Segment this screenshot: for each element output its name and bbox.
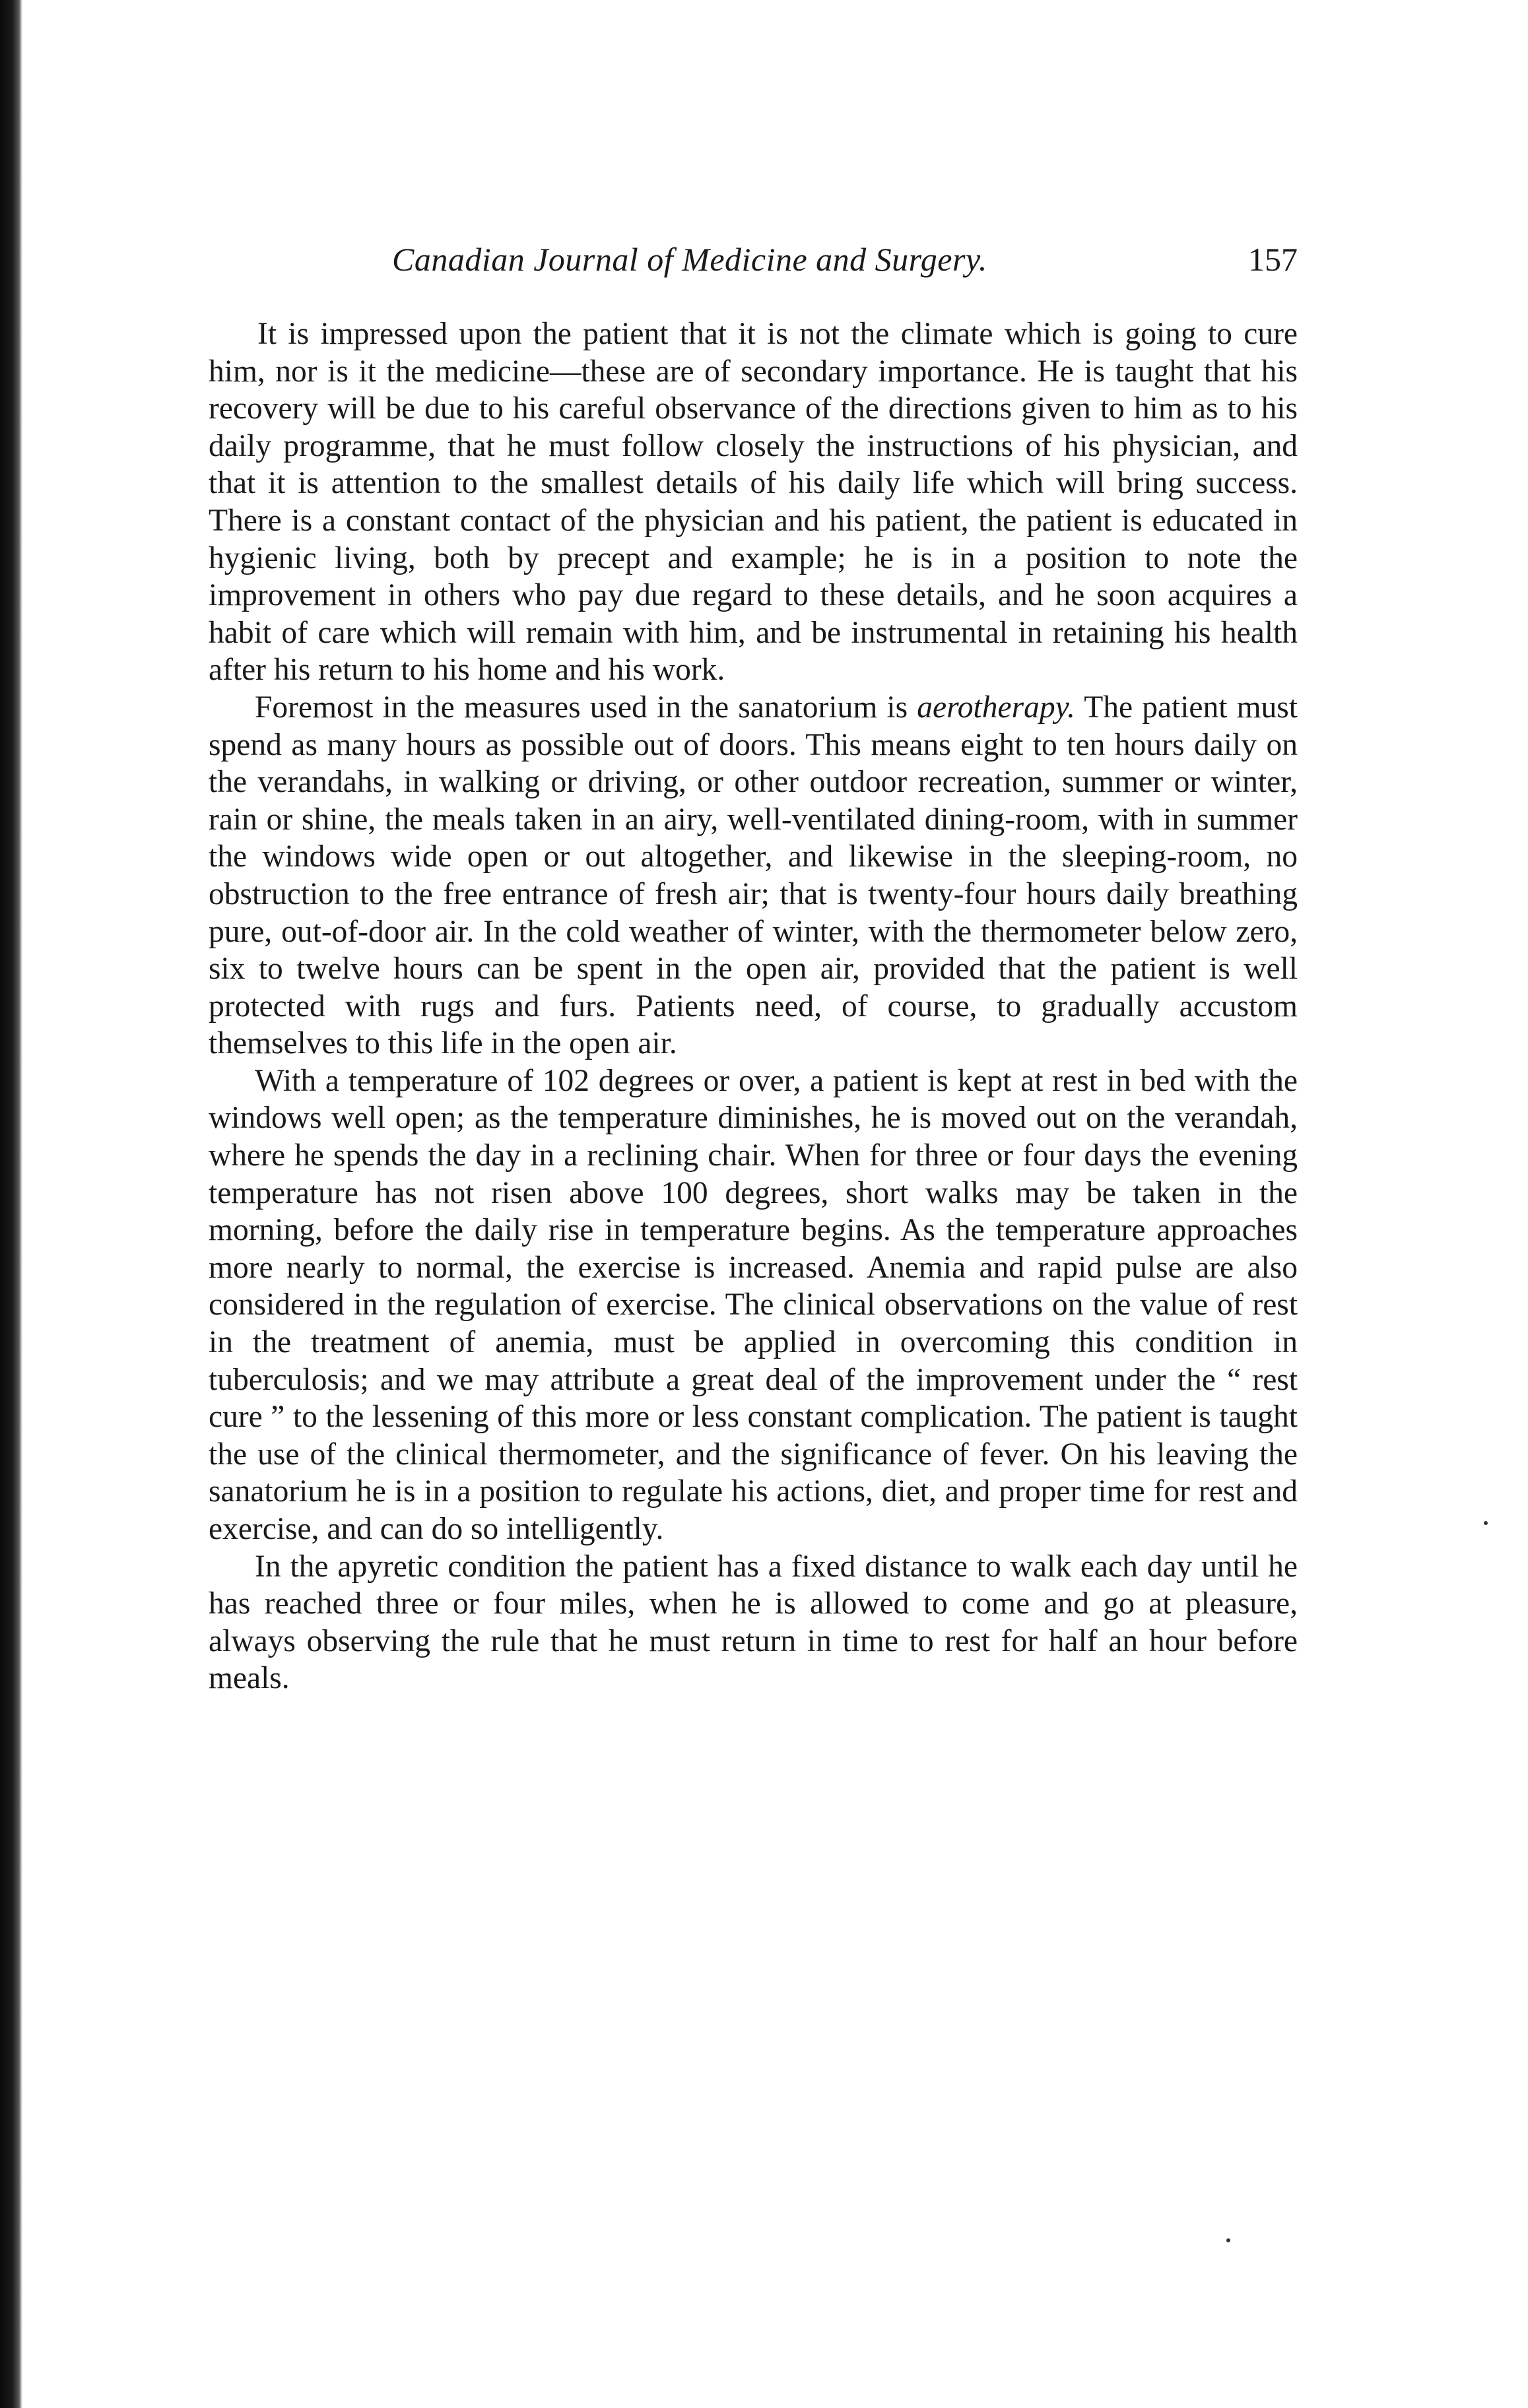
paragraph-aerotherapy [209,689,1298,1062]
article-body [209,315,1298,1697]
paragraph-apyretic: In the apyretic condition the patient has a fixed distance to walk each day until he has reached three or four miles, when he is allowed to come and go at pleasure, always observing the rule that he must return in time to rest for half an hour before meals. [209,1549,1298,1696]
binding-edge [0,0,22,2408]
journal-page [209,240,1298,1697]
stray-ink-mark [1226,2238,1230,2242]
page-number: 157 [1248,241,1298,278]
aerotherapy-term: aerotherapy. [917,690,1075,725]
aerotherapy-lead-in: Foremost in the measures used in the sanatorium is [255,690,917,725]
aerotherapy-rest: The patient must spend as many hours as possible out of doors. This means eight to ten hours daily on the verandahs, in walking or driving, or other outdoor recreation, summer or winter, rain or shine, the meals taken in an airy, well-ventilated dining-room, with in summer the windows wide open or out altogether, and likewise in the sleeping-room, no obstruction to the free entrance of fresh air; that is twenty-four hours daily breathing pure, out-of-door air. In the cold weather of winter, with the thermometer below zero, six to twelve hours can be spent in the open air, provided that the patient is well protected with rugs and furs. Patients need, of course, to gradually accustom themselves to this life in the open air. [209,690,1298,1061]
paragraph-temperature: With a temperature of 102 degrees or over, a patient is kept at rest in bed with the windows well open; as the temperature diminishes, he is moved out on the verandah, where he spends the day in a reclining chair. When for three or four days the evening temperature has not risen above 100 degrees, short walks may be taken in the morning, before the daily rise in temperature begins. As the temperature approaches more nearly to normal, the exercise is increased. Anemia and rapid pulse are also considered in the regulation of exercise. The clinical observations on the value of rest in the treatment of anemia, must be applied in overcoming this condition in tuberculosis; and we may attribute a great deal of the improvement under the “ rest cure ” to the lessening of this more or less constant complication. The patient is taught the use of the clinical thermometer, and the significance of fever. On his leaving the sanatorium he is in a position to regulate his actions, diet, and proper time for rest and exercise, and can do so intelligently. [209,1063,1298,1546]
journal-title: Canadian Journal of Medicine and Surgery. [392,241,987,278]
paragraph-climate: It is impressed upon the patient that it is not the climate which is going to cure him, nor is it the medicine—these are of secondary importance. He is taught that his recovery will be due to his careful observance of the directions given to him as to his daily programme, that he must follow closely the instructions of his physician, and that it is attention to the smallest details of his daily life which will bring success. There is a constant contact of the physician and his patient, the patient is educated in hygienic living, both by precept and example; he is in a position to note the improvement in others who pay due regard to these details, and he soon acquires a habit of care which will remain with him, and be instrumental in retaining his health after his return to his home and his work. [209,317,1298,688]
stray-ink-mark [1484,1521,1488,1525]
running-head [209,240,1298,286]
